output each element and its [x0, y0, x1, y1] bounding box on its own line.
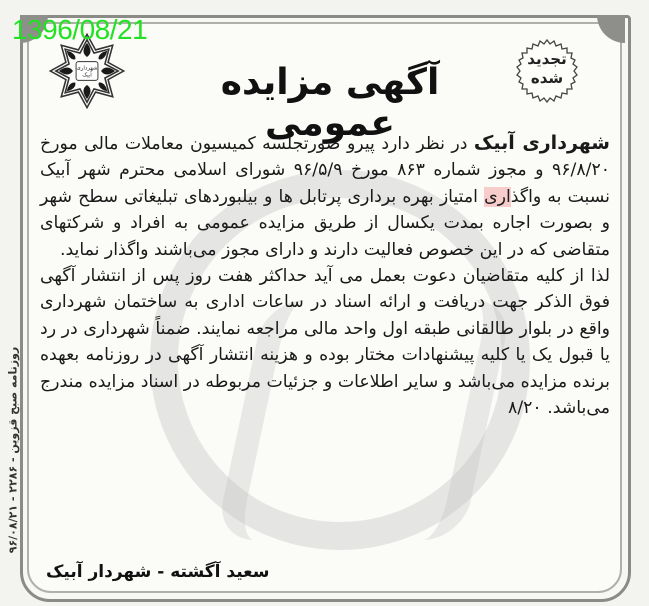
stamp-line-1: تجدید — [527, 50, 567, 68]
paragraph-1 — [40, 130, 610, 263]
side-caption-text: روزنامه صبح قزوین - ۲۲۸۶ - ۹۶/۰۸/۲۱ — [6, 346, 20, 554]
renewed-stamp — [514, 38, 580, 104]
lead-municipality-name: شهرداری آبیک — [473, 132, 610, 154]
date-stamp: 1396/08/21 — [12, 14, 148, 45]
stamp-line-2: شده — [530, 69, 564, 87]
highlight-mark: اری — [484, 186, 511, 207]
announcement-body — [40, 130, 610, 421]
svg-text:شهرداری: شهرداری — [76, 65, 98, 72]
signature: سعید آگشته - شهردار آبیک — [46, 562, 270, 582]
paragraph-1-text: در نظر دارد پیرو صورتجلسه کمیسیون معاملات مالی مورخ ۹۶/۸/۲۰ و مجوز شماره ۸۶۳ مورخ ۹۶/۵/۹ شورای اسلامی محترم شهر آبیک نسبت به واگذ — [40, 134, 611, 207]
paragraph-2: لذا از کلیه متقاضیان دعوت بعمل می آید حداکثر هفت روز پس از انتشار آگهی فوق الذکر جهت دریافت و ارائه اسناد در ساعات اداری به ساختمان شهرداری واقع در بلوار طالقانی طبقه اول واحد مالی مراجعه نمایند. ضمناً شهرداری در رد یا قبول یک یا کلیه پیشنهادات مختار بوده و هزینه انتشار آگهی در روزنامه بعهده برنده مزایده می‌باشد و سایر اطلاعات و جزئیات مربوطه در اسناد مزایده مندرج می‌باشد. ۸/۲۰ — [40, 266, 610, 419]
page-title: آگهی مزایده عمومی — [220, 62, 440, 144]
paragraph-1-end: امتیاز بهره برداری پرتابل ها و بیلبوردهای تبلیغاتی سطح شهر و بصورت اجاره بمدت یکسال از طریق مزایده عمومی به افراد و شرکتهای متقاضی که در این خصوص فعالیت دارند و دارای مجوز می‌باشند واگذار نماید. — [40, 186, 610, 260]
side-caption — [2, 300, 24, 600]
svg-text:آبیک: آبیک — [82, 72, 92, 79]
